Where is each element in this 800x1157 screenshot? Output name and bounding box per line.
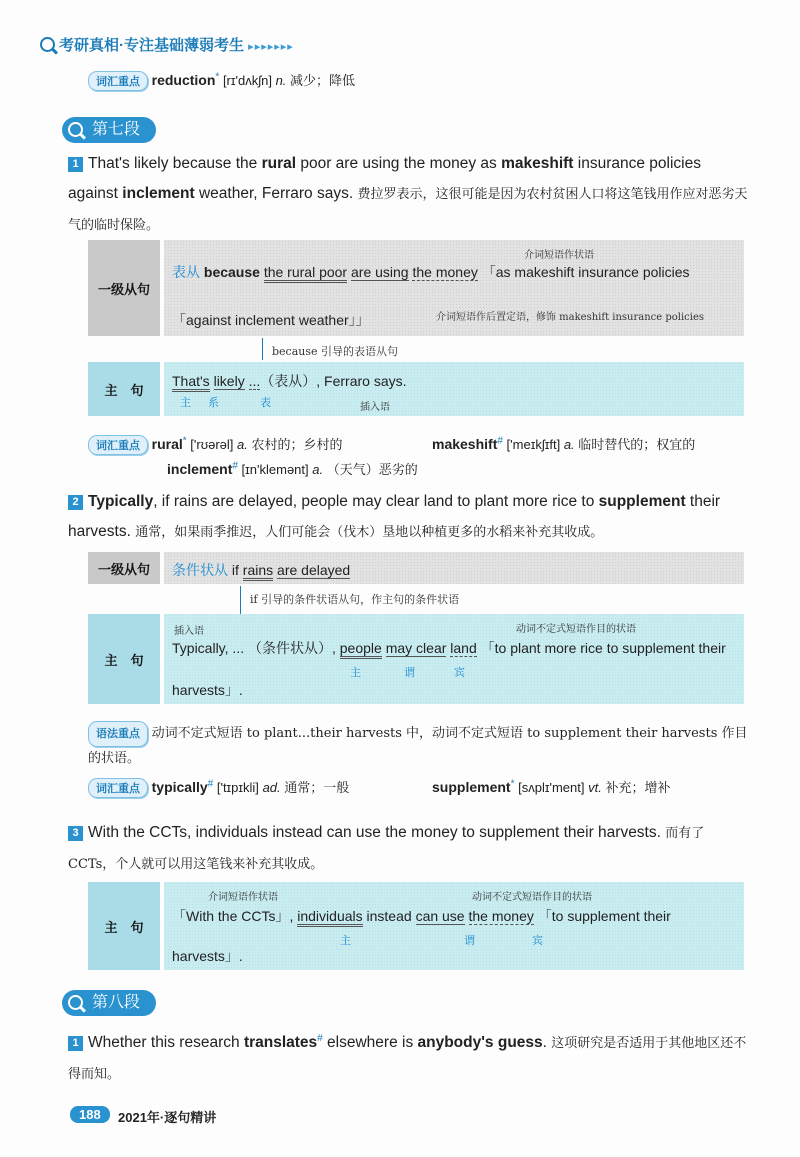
section-heading-7: 第七段 [62,117,156,143]
sentence-3: 3 With the CCTs, individuals instead can use the money to supplement their harvests. 而有了 CCTs，个人就可以用这笔钱来补充其收成。 [68,824,705,872]
vocab-row-1: 词汇重点 rural* ['rʊərəl] a. 农村的；乡村的 [88,434,343,455]
label-sub-clause: 一级从句 [88,240,160,336]
vocab-tag: 词汇重点 [88,71,148,91]
star-icon: * [215,71,220,83]
vocab-row-2: 词汇重点 typically# ['tɪpɪkli] ad. 通常；一般 [88,777,349,798]
sentence-8-1: 1 Whether this research translates# elsewhere is anybody's guess. 这项研究是否适用于其他地区还不得而知。 [68,1033,747,1083]
vocab-row-1c: inclement# [ɪn'klemənt] a. （天气）恶劣的 [167,460,418,478]
arrow-line [262,338,263,360]
label-main-clause: 主 句 [88,362,160,416]
section-heading-8: 第八段 [62,990,156,1016]
search-icon [68,995,83,1010]
sentence-1: 1 That's likely because the rural poor are using the money as makeshift insurance policies against inclement weather, Ferraro says. 费拉罗表示，这很可能是因为农村贫困人口将这笔钱用作应对恶劣天气的临时保险。 [68,155,748,233]
brand-title: 考研真相·专注基础薄弱考生 [59,37,244,54]
sentence-number: 1 [68,157,83,172]
grammar-note: 语法重点 动词不定式短语 to plant...their harvests 中，动词不定式短语 to supplement their harvests 作目的状语。 [88,721,748,770]
sentence-2: 2 Typically, if rains are delayed, people may clear land to plant more rice to supplement their harvests. 通常，如果雨季推迟，人们可能会（伐木）垦地以种植更多的水稻来补充其收成。 [68,493,721,540]
footer-title: 2021年·逐句精讲 [118,1110,217,1125]
vocab-row-1b: makeshift# ['meɪkʃɪft] a. 临时替代的；权宜的 [432,435,696,453]
arrows-icon: ▸▸▸▸▸▸▸ [248,41,294,53]
arrow-line [240,586,241,614]
page-number: 188 [70,1106,110,1123]
sub-clause-content: 表从 because the rural poor are using the money 「as makeshift insurance policies 介词短语作状语 「against inclement weather」」 介词短语作后置定语，修饰 makeshift insurance policies [164,240,744,336]
top-vocab: 词汇重点 reduction* [rɪ'dʌkʃn] n. 减少；降低 [88,70,355,91]
search-icon [68,122,83,137]
vocab-row-2b: supplement* [sʌplɪ'ment] vt. 补充；增补 [432,778,671,796]
brand-header [40,34,294,55]
search-icon [40,37,55,52]
main-clause-content: That's likely ...（表从）, Ferraro says. 主 系 表 插入语 [164,362,744,416]
